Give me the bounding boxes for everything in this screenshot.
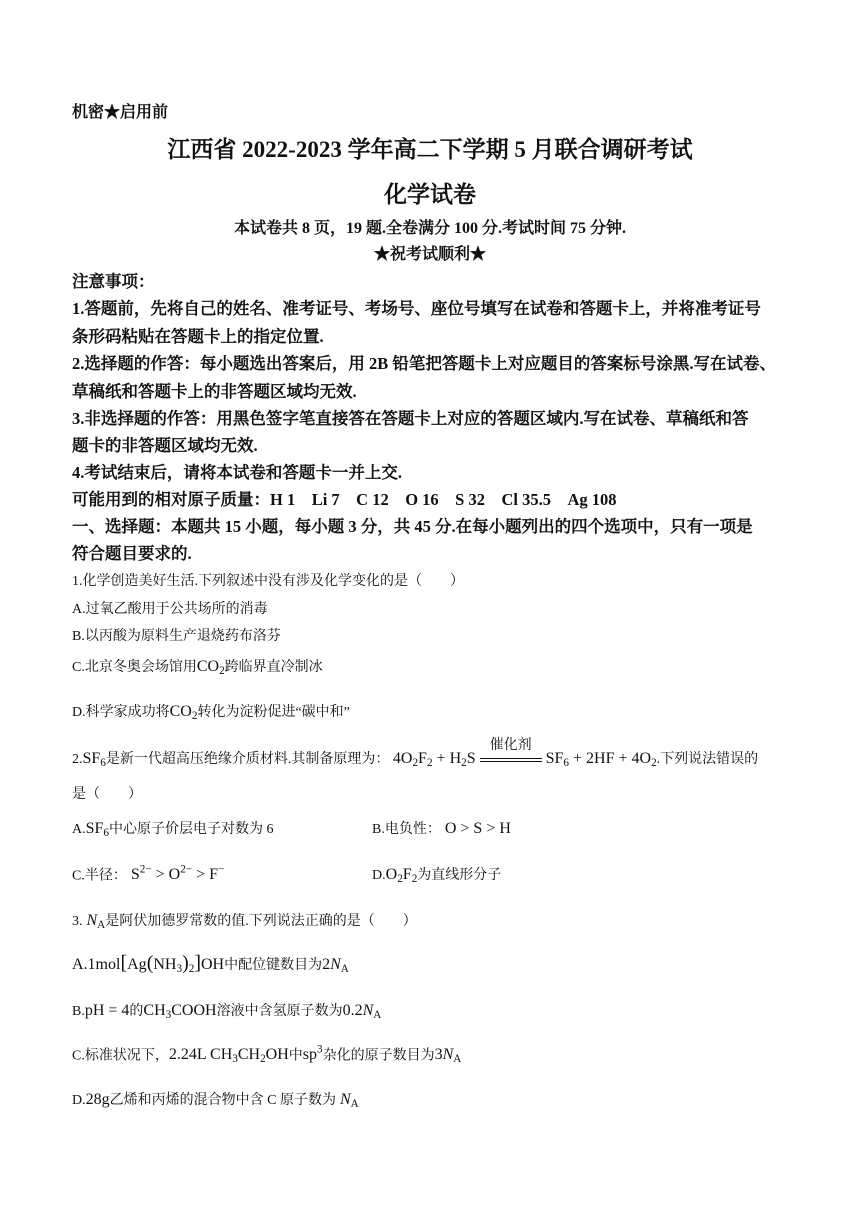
notes-heading: 注意事项： (72, 272, 155, 291)
q2-option-b-text: B.电负性： (372, 822, 441, 837)
q3-option-a (72, 952, 349, 975)
note-4: 4.考试结束后，请将本试卷和答题卡一并上交. (72, 463, 402, 482)
subject-title: 化学试卷 (384, 182, 476, 207)
q3-number: 3. (72, 914, 83, 929)
co2-formula: $CO_2$ (196, 658, 225, 677)
q3-option-b (72, 1000, 381, 1021)
q2-stem-line-2: 是（ ） (72, 787, 142, 802)
q3-option-d-text: 乙烯和丙烯的混合物中含 C 原子数为 (109, 1093, 336, 1108)
section-1-line-2: 符合题目要求的. (72, 544, 192, 563)
exam-summary: 本试卷共 8 页，19 题.全卷满分 100 分.考试时间 75 分钟. (233, 220, 626, 237)
q1-option-c-text-end: 跨临界直冷制冰 (224, 660, 323, 675)
exam-title: 江西省 2022-2023 学年高二下学期 5 月联合调研考试 (167, 137, 693, 162)
catalyst-arrow (478, 738, 544, 769)
reaction-equation: $4O_2F_2 + H_2S$ 催化剂 $SF_6 + 2HF + 4O_2$ (393, 750, 657, 767)
co2-formula: $CO_2$ (169, 703, 198, 722)
q2-option-c-text: C.半径： (72, 868, 127, 884)
q3-stem-text: 是阿伏加德罗常数的值.下列说法正确的是（ ） (105, 914, 417, 929)
ethanol-formula: 2.24L $CH_3CH_2OH$ (168, 1046, 289, 1066)
q1-option-b: B.以丙酸为原料生产退烧药布洛芬 (72, 629, 281, 644)
q2-option-d (372, 864, 501, 885)
electronegativity-order: O > S > H (440, 820, 511, 837)
q1-option-c (72, 656, 323, 677)
q3-option-c-text-3: 杂化的原子数目为 (322, 1048, 435, 1064)
note-3-line-1: 3.非选择题的作答：用黑色签字笔直接答在答题卡上对应的答题区域内.写在试卷、草稿纸和答 (72, 409, 749, 428)
q2-stem (72, 738, 759, 769)
q2-option-d-label: D. (372, 868, 386, 883)
confidential-label: 机密★启用前 (72, 104, 169, 121)
q3-option-b-label: B. (72, 1004, 85, 1019)
q3-option-d (72, 1089, 359, 1110)
q2-number: 2. (72, 752, 83, 767)
q2-stem-end: .下列说法错误的 (656, 752, 759, 767)
ph-value: pH = 4 (84, 1002, 130, 1019)
q1-option-d-text-end: 转化为淀粉促进“碳中和” (197, 705, 350, 720)
note-1-line-2: 条形码粘贴在答题卡上的指定位置. (72, 327, 324, 346)
q2-option-b (372, 818, 511, 838)
q2-option-c (72, 864, 224, 884)
q3-option-d-label: D. (72, 1093, 86, 1108)
q3-option-b-text-2: 溶液中含氢原子数为 (216, 1004, 343, 1019)
avogadro-symbol: $N_A$ (86, 912, 106, 931)
sf6-formula: $SF_6$ (82, 750, 106, 769)
note-2-line-2: 草稿纸和答题卡上的非答题区域均无效. (72, 382, 357, 401)
q3-option-a-formula: $A.1mol[Ag(NH_3)_2]OH$ (72, 952, 225, 975)
atomic-masses: 可能用到的相对原子质量：H 1 Li 7 C 12 O 16 S 32 Cl 35.5 Ag 108 (72, 490, 617, 509)
radius-order: $S^{2-} > O^{2-} > F^-$ (126, 864, 225, 884)
q2-option-d-text: 为直线形分子 (417, 868, 502, 883)
q1-option-d (72, 701, 350, 722)
mass-value: 28g (85, 1091, 110, 1108)
q1-option-c-text: C.北京冬奥会场馆用 (72, 660, 197, 675)
q3-option-a-text: 中配位键数目为 (224, 958, 323, 973)
q2-stem-text: 是新一代超高压绝缘介质材料.其制备原理为： (105, 752, 390, 767)
q1-stem: 1.化学创造美好生活.下列叙述中没有涉及化学变化的是（ ） (72, 574, 464, 589)
q3-option-c-value: $3N_A$ (434, 1046, 462, 1066)
q3-option-d-value: $N_A$ (339, 1091, 359, 1110)
q3-stem (72, 910, 417, 931)
q2-option-a-label: A. (72, 822, 86, 837)
q1-option-a: A.过氧乙酸用于公共场所的消毒 (72, 602, 268, 617)
sf6-formula: $SF_6$ (85, 820, 110, 839)
catalyst-label: 催化剂 (489, 738, 532, 754)
q3-option-b-value: $0.2N_A$ (342, 1002, 382, 1021)
q3-option-c (72, 1044, 461, 1065)
q3-option-c-text: C.标准状况下， (72, 1048, 169, 1064)
note-2-line-1: 2.选择题的作答：每小题选出答案后，用 2B 铅笔把答题卡上对应题目的答案标号涂黑.写在试卷、 (72, 354, 777, 373)
section-1-line-1: 一、选择题：本题共 15 小题，每小题 3 分，共 45 分.在每小题列出的四个选项中，只有一项是 (72, 517, 753, 536)
sp3-label: $sp^3$ (302, 1044, 323, 1064)
q2-option-a-text: 中心原子价层电子对数为 6 (109, 822, 274, 837)
good-luck-line: ★祝考试顺利★ (373, 246, 486, 263)
note-1-line-1: 1.答题前，先将自己的姓名、准考证号、考场号、座位号填写在试卷和答题卡上，并将准考证号 (72, 299, 761, 318)
q3-option-c-text-2: 中 (288, 1048, 303, 1064)
note-3-line-2: 题卡的非答题区域均无效. (72, 436, 258, 455)
q3-option-a-value: $2N_A$ (322, 956, 349, 975)
q1-option-d-text: D.科学家成功将 (72, 705, 170, 720)
o2f2-formula: $O_2F_2$ (385, 866, 418, 885)
q2-option-a (72, 818, 274, 839)
acetic-acid-formula: $CH_3COOH$ (143, 1002, 217, 1021)
q3-option-b-text: 的 (129, 1004, 144, 1019)
